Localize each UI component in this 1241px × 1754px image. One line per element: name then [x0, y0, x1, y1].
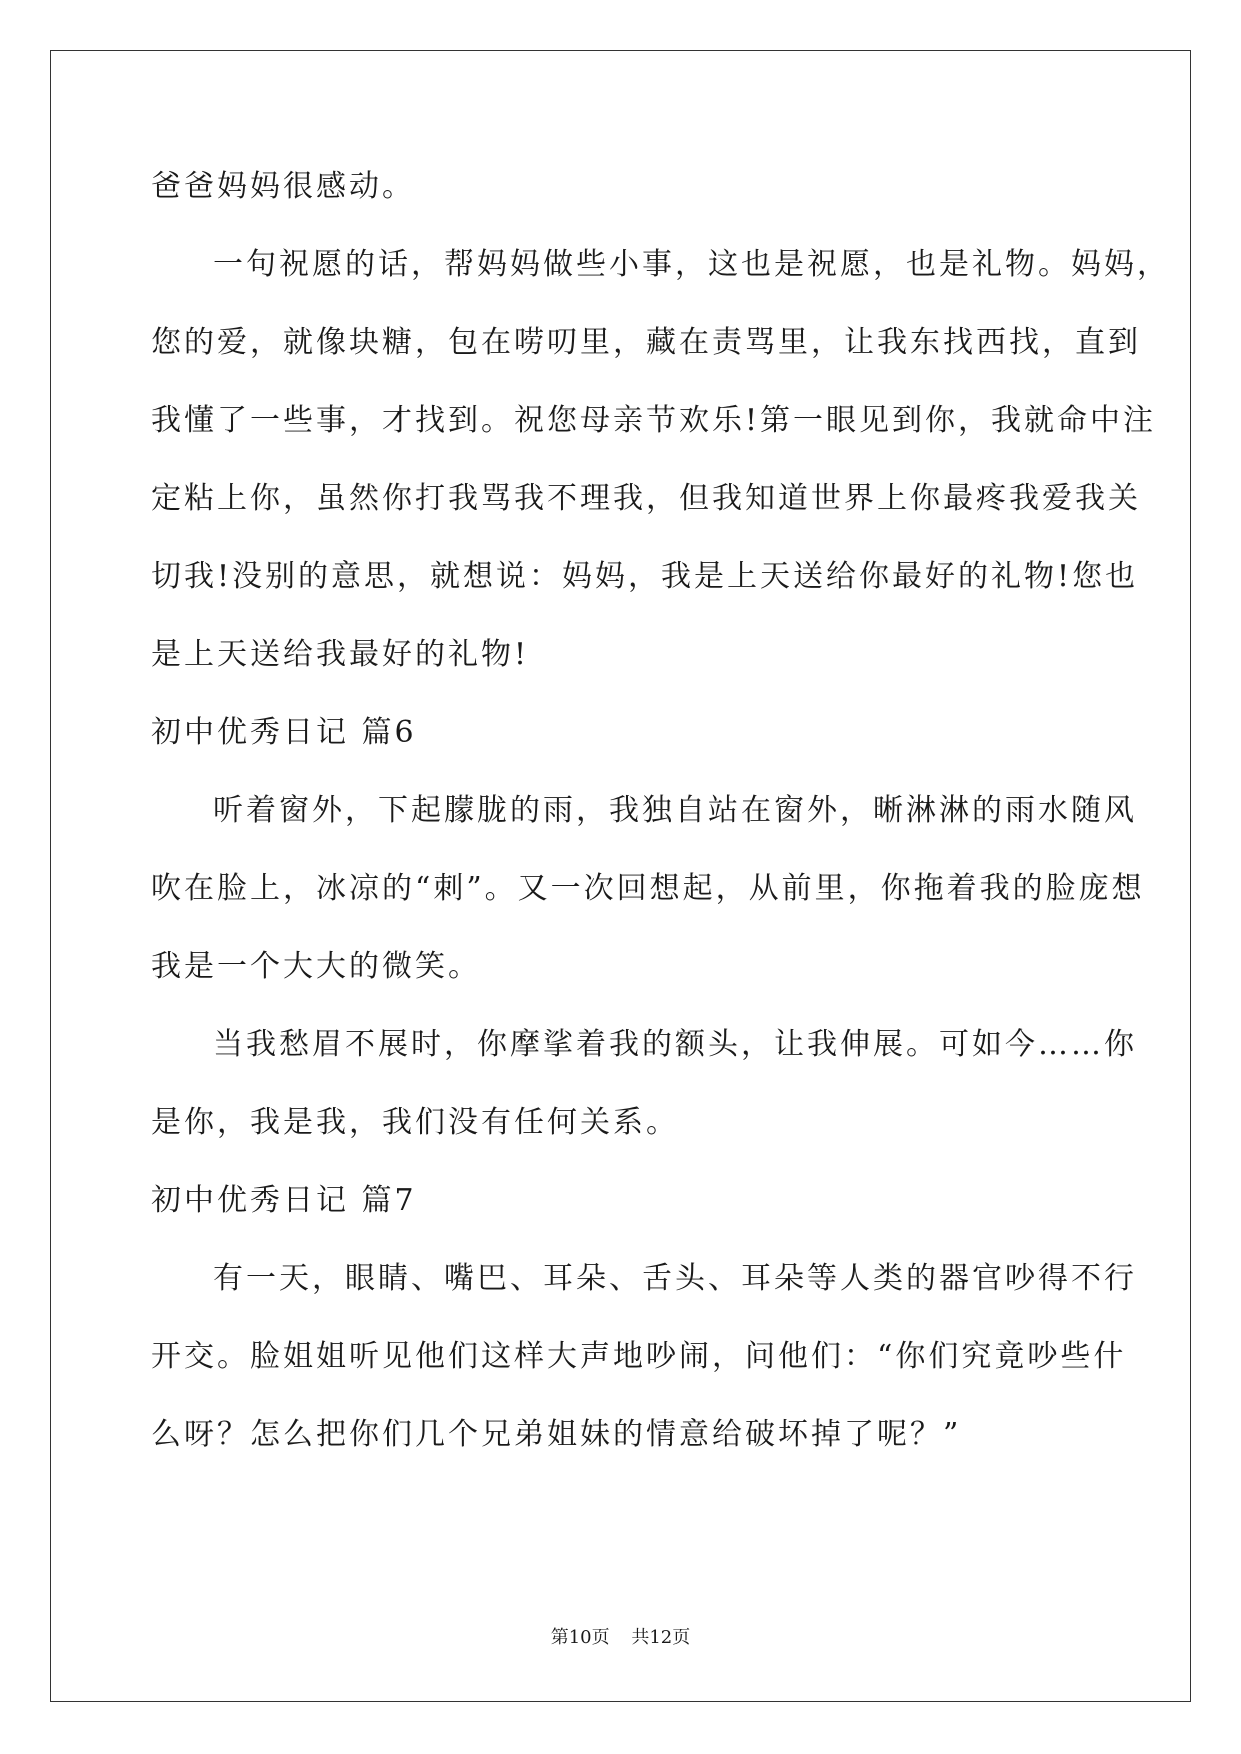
paragraph-line: 我是一个大大的微笑。 [151, 949, 481, 984]
page-number-current: 第10页 [550, 1627, 610, 1648]
paragraph-line: 么呀？怎么把你们几个兄弟姐妹的情意给破坏掉了呢？” [151, 1417, 962, 1452]
paragraph-line: 是上天送给我最好的礼物! [151, 637, 530, 672]
paragraph-line: 我懂了一些事，才找到。祝您母亲节欢乐!第一眼见到你，我就命中注 [151, 403, 1157, 438]
paragraph-line: 您的爱，就像块糖，包在唠叨里，藏在责骂里，让我东找西找，直到 [151, 325, 1141, 360]
paragraph-line: 吹在脸上，冰凉的“刺”。又一次回想起，从前里，你拖着我的脸庞想 [151, 871, 1145, 906]
section-heading: 初中优秀日记 篇7 [151, 1183, 417, 1218]
paragraph-line: 一句祝愿的话，帮妈妈做些小事，这也是祝愿，也是礼物。妈妈， [213, 247, 1170, 282]
page-footer [0, 1623, 1241, 1649]
page-number-total: 共12页 [631, 1627, 691, 1648]
section-heading: 初中优秀日记 篇6 [151, 715, 417, 750]
paragraph-line: 切我!没别的意思，就想说：妈妈，我是上天送给你最好的礼物!您也 [151, 559, 1139, 594]
paragraph-line: 定粘上你，虽然你打我骂我不理我，但我知道世界上你最疼我爱我关 [151, 481, 1141, 516]
paragraph-line: 当我愁眉不展时，你摩挲着我的额头，让我伸展。可如今……你 [213, 1027, 1137, 1062]
paragraph-line: 听着窗外，下起朦胧的雨，我独自站在窗外，晰淋淋的雨水随风 [213, 793, 1137, 828]
paragraph-line: 是你，我是我，我们没有任何关系。 [151, 1105, 679, 1140]
paragraph-line: 有一天，眼睛、嘴巴、耳朵、舌头、耳朵等人类的器官吵得不行 [213, 1261, 1137, 1296]
paragraph-line: 开交。脸姐姐听见他们这样大声地吵闹，问他们：“你们究竟吵些什 [151, 1339, 1127, 1374]
document-body [151, 148, 1170, 1474]
paragraph-line: 爸爸妈妈很感动。 [151, 169, 415, 204]
